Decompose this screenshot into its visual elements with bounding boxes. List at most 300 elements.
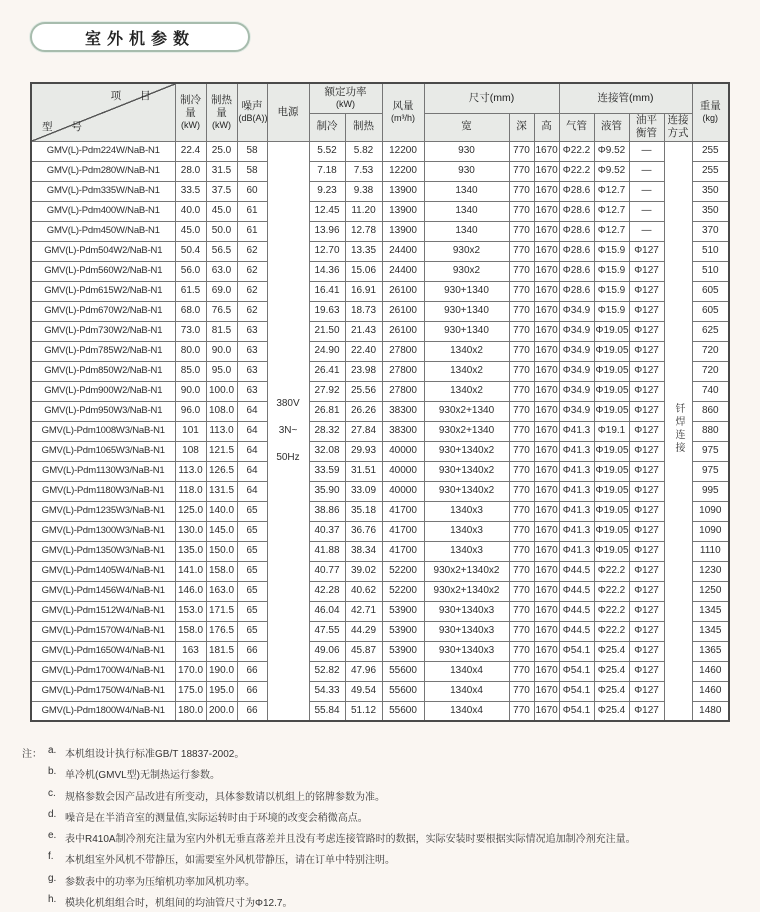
oil-balance-pipe-cell: Φ127	[629, 561, 664, 581]
outdoor-unit-spec-table	[30, 82, 730, 722]
cooling-capacity-cell: 153.0	[175, 601, 206, 621]
header-dim-width: 宽	[424, 113, 509, 141]
model-cell: GMV(L)-Pdm1300W3/NaB-N1	[31, 521, 175, 541]
airflow-cell: 41700	[382, 501, 424, 521]
weight-cell: 740	[692, 381, 729, 401]
heating-capacity-cell: 45.0	[206, 201, 237, 221]
heating-capacity-cell: 163.0	[206, 581, 237, 601]
rated-power-heating-cell: 13.35	[345, 241, 382, 261]
noise-cell: 65	[237, 521, 267, 541]
oil-balance-pipe-cell: —	[629, 221, 664, 241]
cooling-capacity-cell: 135.0	[175, 541, 206, 561]
gas-pipe-cell: Φ28.6	[559, 261, 594, 281]
rated-power-cooling-cell: 32.08	[309, 441, 345, 461]
table-row	[31, 481, 729, 501]
heating-capacity-cell: 90.0	[206, 341, 237, 361]
note-item	[48, 763, 752, 784]
noise-cell: 62	[237, 281, 267, 301]
rated-power-heating-cell: 38.34	[345, 541, 382, 561]
rated-power-cooling-cell: 35.90	[309, 481, 345, 501]
rated-power-heating-cell: 47.96	[345, 661, 382, 681]
gas-pipe-cell: Φ34.9	[559, 321, 594, 341]
cooling-capacity-cell: 80.0	[175, 341, 206, 361]
cooling-capacity-cell: 180.0	[175, 701, 206, 721]
airflow-cell: 52200	[382, 581, 424, 601]
weight-cell: 975	[692, 461, 729, 481]
airflow-cell: 53900	[382, 601, 424, 621]
weight-cell: 1090	[692, 521, 729, 541]
rated-power-heating-cell: 29.93	[345, 441, 382, 461]
depth-cell: 770	[509, 361, 534, 381]
depth-cell: 770	[509, 301, 534, 321]
oil-balance-pipe-cell: Φ127	[629, 421, 664, 441]
noise-cell: 65	[237, 541, 267, 561]
liquid-pipe-cell: Φ19.05	[594, 521, 629, 541]
table-row	[31, 201, 729, 221]
table-row	[31, 261, 729, 281]
model-cell: GMV(L)-Pdm400W/NaB-N1	[31, 201, 175, 221]
table-row	[31, 141, 729, 161]
noise-cell: 62	[237, 241, 267, 261]
header-connection-method: 连接 方式	[664, 113, 692, 141]
liquid-pipe-cell: Φ19.05	[594, 481, 629, 501]
heating-capacity-cell: 37.5	[206, 181, 237, 201]
width-cell: 930+1340x2	[424, 461, 509, 481]
note-text: 本机组室外风机不带静压，如需要室外风机带静压，请在订单中特别注明。	[65, 855, 395, 867]
airflow-cell: 38300	[382, 421, 424, 441]
noise-cell: 64	[237, 441, 267, 461]
width-cell: 1340x3	[424, 521, 509, 541]
rated-power-heating-cell: 21.43	[345, 321, 382, 341]
cooling-capacity-cell: 175.0	[175, 681, 206, 701]
width-cell: 930x2+1340x2	[424, 561, 509, 581]
width-cell: 1340x2	[424, 381, 509, 401]
note-label: e.	[48, 830, 57, 842]
cooling-capacity-cell: 45.0	[175, 221, 206, 241]
height-cell: 1670	[534, 381, 559, 401]
heating-capacity-cell: 95.0	[206, 361, 237, 381]
depth-cell: 770	[509, 661, 534, 681]
width-cell: 930x2	[424, 241, 509, 261]
rated-power-cooling-cell: 12.45	[309, 201, 345, 221]
liquid-pipe-cell: Φ25.4	[594, 641, 629, 661]
oil-balance-pipe-cell: Φ127	[629, 681, 664, 701]
note-text: 表中R410A制冷剂充注量为室内外机无垂直落差并且没有考虑连接管路时的数据，实际安装时要根据实际情况追加制冷剂充注量。	[65, 834, 636, 846]
noise-cell: 61	[237, 221, 267, 241]
liquid-pipe-cell: Φ22.2	[594, 581, 629, 601]
rated-power-heating-cell: 16.91	[345, 281, 382, 301]
cooling-capacity-cell: 96.0	[175, 401, 206, 421]
header-dim-depth: 深	[509, 113, 534, 141]
power-frequency: 50Hz	[276, 452, 300, 464]
width-cell: 930+1340	[424, 281, 509, 301]
model-cell: GMV(L)-Pdm1130W3/NaB-N1	[31, 461, 175, 481]
height-cell: 1670	[534, 181, 559, 201]
table-row	[31, 281, 729, 301]
height-cell: 1670	[534, 221, 559, 241]
oil-balance-pipe-cell: Φ127	[629, 601, 664, 621]
height-cell: 1670	[534, 481, 559, 501]
note-label: f.	[48, 851, 54, 863]
cooling-capacity-cell: 125.0	[175, 501, 206, 521]
height-cell: 1670	[534, 241, 559, 261]
heating-capacity-cell: 131.5	[206, 481, 237, 501]
oil-balance-pipe-cell: Φ127	[629, 541, 664, 561]
note-label: g.	[48, 872, 57, 884]
depth-cell: 770	[509, 561, 534, 581]
heating-capacity-cell: 121.5	[206, 441, 237, 461]
note-text: 参数表中的功率为压缩机功率加风机功率。	[65, 876, 255, 888]
width-cell: 1340	[424, 201, 509, 221]
gas-pipe-cell: Φ44.5	[559, 601, 594, 621]
rated-power-cooling-cell: 40.37	[309, 521, 345, 541]
weight-cell: 1480	[692, 701, 729, 721]
liquid-pipe-cell: Φ12.7	[594, 181, 629, 201]
cooling-capacity-cell: 141.0	[175, 561, 206, 581]
airflow-cell: 27800	[382, 381, 424, 401]
heating-capacity-cell: 140.0	[206, 501, 237, 521]
oil-balance-pipe-cell: Φ127	[629, 461, 664, 481]
weight-cell: 1090	[692, 501, 729, 521]
noise-cell: 65	[237, 581, 267, 601]
liquid-pipe-cell: Φ25.4	[594, 681, 629, 701]
noise-cell: 64	[237, 401, 267, 421]
height-cell: 1670	[534, 161, 559, 181]
rated-power-cooling-cell: 55.84	[309, 701, 345, 721]
airflow-cell: 27800	[382, 341, 424, 361]
height-cell: 1670	[534, 201, 559, 221]
gas-pipe-cell: Φ28.6	[559, 241, 594, 261]
cooling-capacity-cell: 90.0	[175, 381, 206, 401]
rated-power-heating-cell: 7.53	[345, 161, 382, 181]
depth-cell: 770	[509, 281, 534, 301]
rated-power-heating-cell: 35.18	[345, 501, 382, 521]
depth-cell: 770	[509, 141, 534, 161]
width-cell: 930+1340x2	[424, 441, 509, 461]
model-cell: GMV(L)-Pdm280W/NaB-N1	[31, 161, 175, 181]
heating-capacity-cell: 171.5	[206, 601, 237, 621]
table-row	[31, 681, 729, 701]
weight-cell: 625	[692, 321, 729, 341]
width-cell: 1340x2	[424, 361, 509, 381]
cooling-capacity-cell: 118.0	[175, 481, 206, 501]
gas-pipe-cell: Φ41.3	[559, 421, 594, 441]
depth-cell: 770	[509, 341, 534, 361]
heating-capacity-cell: 200.0	[206, 701, 237, 721]
gas-pipe-cell: Φ54.1	[559, 701, 594, 721]
rated-power-heating-cell: 49.54	[345, 681, 382, 701]
table-row	[31, 621, 729, 641]
note-item	[48, 848, 752, 869]
airflow-cell: 41700	[382, 521, 424, 541]
liquid-pipe-cell: Φ19.05	[594, 401, 629, 421]
cooling-capacity-cell: 130.0	[175, 521, 206, 541]
rated-power-heating-cell: 31.51	[345, 461, 382, 481]
notes-prefix: 注：	[22, 749, 42, 760]
rated-power-heating-cell: 11.20	[345, 201, 382, 221]
gas-pipe-cell: Φ54.1	[559, 661, 594, 681]
airflow-cell: 55600	[382, 701, 424, 721]
model-cell: GMV(L)-Pdm730W2/NaB-N1	[31, 321, 175, 341]
model-cell: GMV(L)-Pdm1512W4/NaB-N1	[31, 601, 175, 621]
height-cell: 1670	[534, 301, 559, 321]
rated-power-cooling-cell: 5.52	[309, 141, 345, 161]
depth-cell: 770	[509, 261, 534, 281]
weight-cell: 1460	[692, 681, 729, 701]
width-cell: 930x2	[424, 261, 509, 281]
oil-balance-pipe-cell: —	[629, 201, 664, 221]
model-cell: GMV(L)-Pdm335W/NaB-N1	[31, 181, 175, 201]
height-cell: 1670	[534, 581, 559, 601]
table-row	[31, 641, 729, 661]
width-cell: 930x2+1340x2	[424, 581, 509, 601]
width-cell: 1340x3	[424, 541, 509, 561]
cooling-capacity-cell: 56.0	[175, 261, 206, 281]
width-cell: 1340	[424, 221, 509, 241]
height-cell: 1670	[534, 341, 559, 361]
depth-cell: 770	[509, 501, 534, 521]
gas-pipe-cell: Φ34.9	[559, 301, 594, 321]
gas-pipe-cell: Φ34.9	[559, 361, 594, 381]
gas-pipe-cell: Φ28.6	[559, 181, 594, 201]
airflow-cell: 24400	[382, 261, 424, 281]
note-text: 规格参数会因产品改进有所变动，具体参数请以机组上的铭牌参数为准。	[65, 791, 385, 803]
table-row	[31, 581, 729, 601]
weight-cell: 995	[692, 481, 729, 501]
weight-cell: 880	[692, 421, 729, 441]
width-cell: 1340	[424, 181, 509, 201]
noise-cell: 65	[237, 601, 267, 621]
gas-pipe-cell: Φ34.9	[559, 401, 594, 421]
header-model-label: 型 号	[42, 121, 90, 134]
cooling-capacity-cell: 170.0	[175, 661, 206, 681]
oil-balance-pipe-cell: Φ127	[629, 401, 664, 421]
depth-cell: 770	[509, 521, 534, 541]
depth-cell: 770	[509, 621, 534, 641]
oil-balance-pipe-cell: Φ127	[629, 661, 664, 681]
depth-cell: 770	[509, 461, 534, 481]
weight-cell: 370	[692, 221, 729, 241]
gas-pipe-cell: Φ44.5	[559, 561, 594, 581]
table-row	[31, 381, 729, 401]
gas-pipe-cell: Φ44.5	[559, 621, 594, 641]
rated-power-cooling-cell: 46.04	[309, 601, 345, 621]
weight-cell: 1365	[692, 641, 729, 661]
heating-capacity-cell: 76.5	[206, 301, 237, 321]
width-cell: 1340x4	[424, 661, 509, 681]
rated-power-cooling-cell: 12.70	[309, 241, 345, 261]
table-row	[31, 601, 729, 621]
gas-pipe-cell: Φ28.6	[559, 201, 594, 221]
heating-capacity-cell: 195.0	[206, 681, 237, 701]
table-row	[31, 241, 729, 261]
note-text: 本机组设计执行标准GB/T 18837-2002。	[65, 749, 245, 760]
oil-balance-pipe-cell: Φ127	[629, 621, 664, 641]
rated-power-cooling-cell: 41.88	[309, 541, 345, 561]
model-cell: GMV(L)-Pdm1650W4/NaB-N1	[31, 641, 175, 661]
width-cell: 1340x3	[424, 501, 509, 521]
depth-cell: 770	[509, 581, 534, 601]
height-cell: 1670	[534, 361, 559, 381]
oil-balance-pipe-cell: Φ127	[629, 341, 664, 361]
liquid-pipe-cell: Φ22.2	[594, 621, 629, 641]
oil-balance-pipe-cell: Φ127	[629, 281, 664, 301]
oil-balance-pipe-cell: Φ127	[629, 241, 664, 261]
liquid-pipe-cell: Φ19.05	[594, 341, 629, 361]
noise-cell: 65	[237, 621, 267, 641]
cooling-capacity-cell: 68.0	[175, 301, 206, 321]
airflow-cell: 53900	[382, 621, 424, 641]
liquid-pipe-cell: Φ15.9	[594, 241, 629, 261]
airflow-cell: 53900	[382, 641, 424, 661]
weight-cell: 720	[692, 361, 729, 381]
height-cell: 1670	[534, 541, 559, 561]
rated-power-heating-cell: 33.09	[345, 481, 382, 501]
gas-pipe-cell: Φ41.3	[559, 481, 594, 501]
table-row	[31, 321, 729, 341]
depth-cell: 770	[509, 221, 534, 241]
model-cell: GMV(L)-Pdm1065W3/NaB-N1	[31, 441, 175, 461]
width-cell: 1340x2	[424, 341, 509, 361]
table-row	[31, 161, 729, 181]
note-item	[48, 870, 752, 891]
note-label: a.	[48, 745, 57, 756]
table-row	[31, 181, 729, 201]
model-cell: GMV(L)-Pdm1750W4/NaB-N1	[31, 681, 175, 701]
note-text: 单冷机(GMVL型)无制热运行参数。	[65, 770, 220, 782]
power-phase: 3N~	[278, 425, 298, 437]
depth-cell: 770	[509, 401, 534, 421]
height-cell: 1670	[534, 601, 559, 621]
height-cell: 1670	[534, 421, 559, 441]
gas-pipe-cell: Φ22.2	[559, 141, 594, 161]
rated-power-heating-cell: 39.02	[345, 561, 382, 581]
noise-cell: 65	[237, 501, 267, 521]
rated-power-cooling-cell: 38.86	[309, 501, 345, 521]
airflow-cell: 27800	[382, 361, 424, 381]
note-label: h.	[48, 894, 57, 906]
noise-cell: 66	[237, 661, 267, 681]
rated-power-heating-cell: 15.06	[345, 261, 382, 281]
depth-cell: 770	[509, 441, 534, 461]
rated-power-cooling-cell: 33.59	[309, 461, 345, 481]
connection-method-cell	[664, 141, 692, 721]
rated-power-cooling-cell: 42.28	[309, 581, 345, 601]
model-cell: GMV(L)-Pdm850W2/NaB-N1	[31, 361, 175, 381]
width-cell: 930+1340	[424, 321, 509, 341]
height-cell: 1670	[534, 621, 559, 641]
model-cell: GMV(L)-Pdm1456W4/NaB-N1	[31, 581, 175, 601]
note-label: b.	[48, 766, 57, 778]
weight-cell: 860	[692, 401, 729, 421]
rated-power-cooling-cell: 49.06	[309, 641, 345, 661]
header-rated-power-heating: 制热	[345, 113, 382, 141]
height-cell: 1670	[534, 701, 559, 721]
heating-capacity-cell: 31.5	[206, 161, 237, 181]
heating-capacity-cell: 81.5	[206, 321, 237, 341]
rated-power-heating-cell: 42.71	[345, 601, 382, 621]
weight-cell: 350	[692, 181, 729, 201]
gas-pipe-cell: Φ41.3	[559, 521, 594, 541]
note-item	[48, 891, 752, 912]
oil-balance-pipe-cell: Φ127	[629, 381, 664, 401]
power-voltage: 380V	[276, 398, 300, 410]
width-cell: 930+1340x2	[424, 481, 509, 501]
airflow-cell: 13900	[382, 201, 424, 221]
airflow-cell: 41700	[382, 541, 424, 561]
model-cell: GMV(L)-Pdm1700W4/NaB-N1	[31, 661, 175, 681]
gas-pipe-cell: Φ28.6	[559, 281, 594, 301]
model-cell: GMV(L)-Pdm560W2/NaB-N1	[31, 261, 175, 281]
liquid-pipe-cell: Φ22.2	[594, 601, 629, 621]
gas-pipe-cell: Φ34.9	[559, 381, 594, 401]
oil-balance-pipe-cell: Φ127	[629, 261, 664, 281]
rated-power-cooling-cell: 16.41	[309, 281, 345, 301]
weight-cell: 720	[692, 341, 729, 361]
liquid-pipe-cell: Φ25.4	[594, 701, 629, 721]
table-header	[31, 83, 729, 141]
footnotes	[22, 742, 752, 912]
height-cell: 1670	[534, 321, 559, 341]
heating-capacity-cell: 150.0	[206, 541, 237, 561]
rated-power-cooling-cell: 27.92	[309, 381, 345, 401]
liquid-pipe-cell: Φ22.2	[594, 561, 629, 581]
oil-balance-pipe-cell: Φ127	[629, 321, 664, 341]
weight-cell: 605	[692, 301, 729, 321]
weight-cell: 1110	[692, 541, 729, 561]
table-row	[31, 501, 729, 521]
model-cell: GMV(L)-Pdm670W2/NaB-N1	[31, 301, 175, 321]
header-item-model	[31, 83, 175, 141]
model-cell: GMV(L)-Pdm950W3/NaB-N1	[31, 401, 175, 421]
heating-capacity-cell: 158.0	[206, 561, 237, 581]
table-row	[31, 341, 729, 361]
cooling-capacity-cell: 101	[175, 421, 206, 441]
model-cell: GMV(L)-Pdm1800W4/NaB-N1	[31, 701, 175, 721]
noise-cell: 63	[237, 341, 267, 361]
oil-balance-pipe-cell: Φ127	[629, 701, 664, 721]
table-row	[31, 401, 729, 421]
note-text: 模块化机组组合时，机组间的均油管尺寸为Φ12.7。	[65, 898, 293, 910]
depth-cell: 770	[509, 421, 534, 441]
cooling-capacity-cell: 50.4	[175, 241, 206, 261]
height-cell: 1670	[534, 461, 559, 481]
liquid-pipe-cell: Φ15.9	[594, 261, 629, 281]
rated-power-cooling-cell: 14.36	[309, 261, 345, 281]
heating-capacity-cell: 181.5	[206, 641, 237, 661]
liquid-pipe-cell: Φ19.05	[594, 541, 629, 561]
model-cell: GMV(L)-Pdm1570W4/NaB-N1	[31, 621, 175, 641]
note-text: 噪音是在半消音室的测量值,实际运转时由于环境的改变会稍微高点。	[65, 812, 368, 824]
noise-cell: 66	[237, 681, 267, 701]
table-row	[31, 461, 729, 481]
weight-cell: 510	[692, 261, 729, 281]
table-row	[31, 361, 729, 381]
cooling-capacity-cell: 163	[175, 641, 206, 661]
header-heating-capacity: 制热量 (kW)	[206, 83, 237, 141]
page-title	[30, 22, 250, 52]
note-label: d.	[48, 808, 57, 820]
heating-capacity-cell: 176.5	[206, 621, 237, 641]
width-cell: 1340x4	[424, 701, 509, 721]
table-row	[31, 441, 729, 461]
noise-cell: 63	[237, 321, 267, 341]
height-cell: 1670	[534, 441, 559, 461]
airflow-cell: 12200	[382, 161, 424, 181]
note-item	[48, 827, 752, 848]
airflow-cell: 38300	[382, 401, 424, 421]
noise-cell: 58	[237, 141, 267, 161]
